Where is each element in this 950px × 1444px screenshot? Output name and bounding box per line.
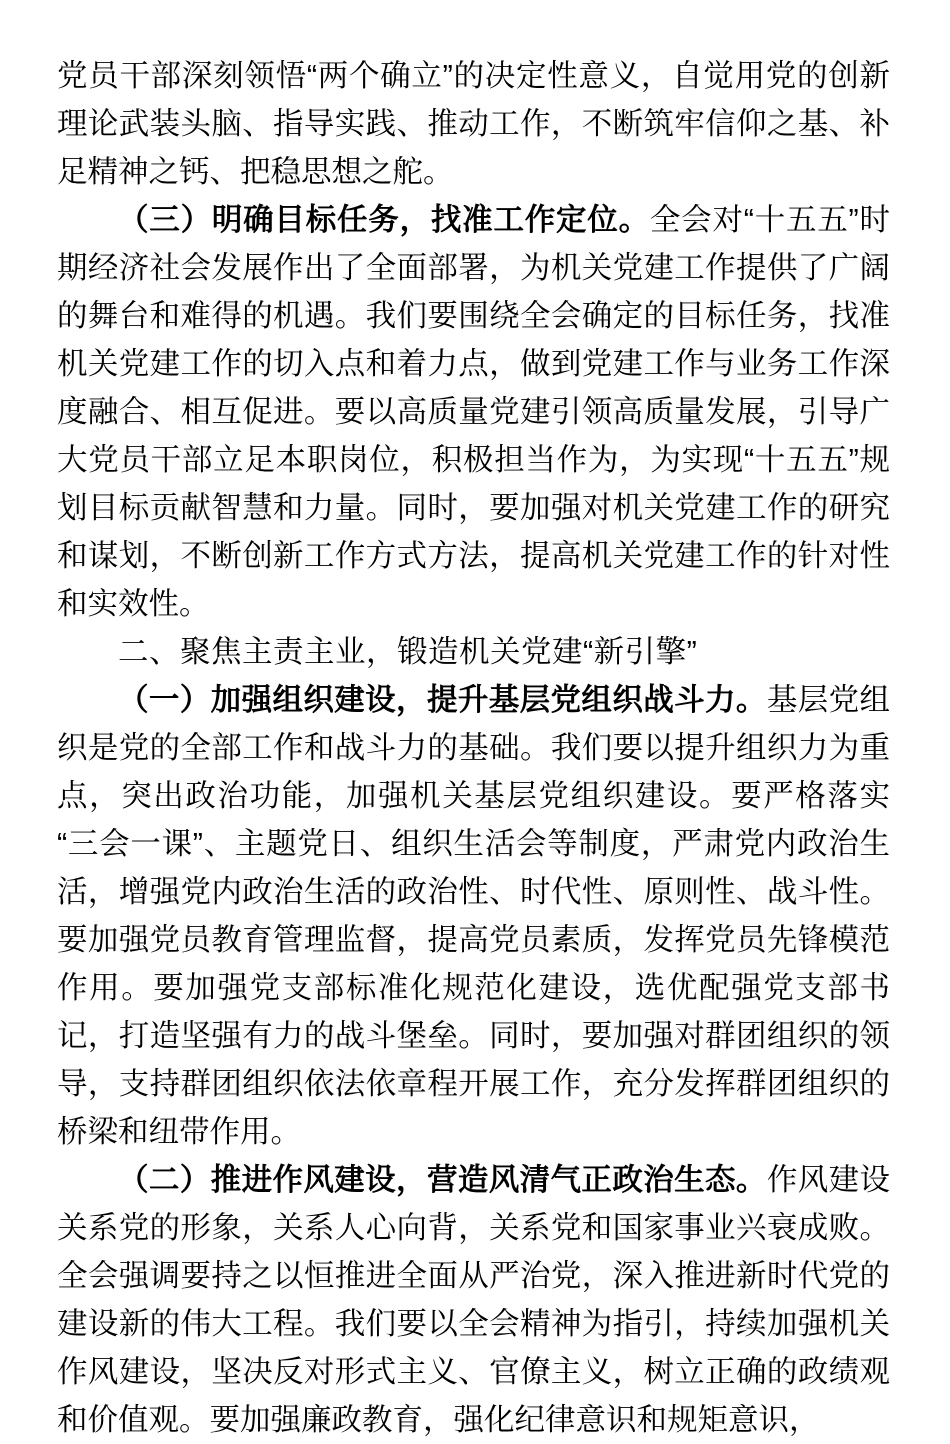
paragraph-text: 基层党组织是党的全部工作和战斗力的基础。我们要以提升组织力为重点，突出政治功能，加强机关基层党组织建设。要严格落实“三会一课”、主题党日、组织生活会等制度，严肃党内政治生活，增强党内政治生活的政治性、时代性、原则性、战斗性。要加强党员教育管理监督，提高党员素质，发挥党员先锋模范作用。要加强党支部标准化规范化建设，选优配强党支部书记，打造坚强有力的战斗堡垒。同时，要加强对群团组织的领导，支持群团组织依法依章程开展工作，充分发挥群团组织的桥梁和纽带作用。 [57,683,890,1149]
paragraph-lead-in-bold: （二）推进作风建设，营造风清气正政治生态。 [118,1163,767,1197]
section-heading-text: 二、聚焦主责主业，锻造机关党建“新引擎” [118,635,698,669]
document-body [57,52,890,1444]
paragraph-text: 党员干部深刻领悟“两个确立”的决定性意义，自觉用党的创新理论武装头脑、指导实践、推动工作，不断筑牢信仰之基、补足精神之钙、把稳思想之舵。 [57,59,890,189]
paragraph-text: 作风建设关系党的形象，关系人心向背，关系党和国家事业兴衰成败。全会强调要持之以恒推进全面从严治党，深入推进新时代党的建设新的伟大工程。我们要以全会精神为指引，持续加强机关作风建设，坚决反对形式主义、官僚主义，树立正确的政绩观和价值观。要加强廉政教育，强化纪律意识和规矩意识， [57,1163,890,1437]
paragraph-lead-in-bold: （三）明确目标任务，找准工作定位。 [118,203,650,237]
paragraph-text: 全会对“十五五”时期经济社会发展作出了全面部署，为机关党建工作提供了广阔的舞台和难得的机遇。我们要围绕全会确定的目标任务，找准机关党建工作的切入点和着力点，做到党建工作与业务工作深度融合、相互促进。要以高质量党建引领高质量发展，引导广大党员干部立足本职岗位，积极担当作为，为实现“十五五”规划目标贡献智慧和力量。同时，要加强对机关党建工作的研究和谋划，不断创新工作方式方法，提高机关党建工作的针对性和实效性。 [57,203,890,621]
section-heading-two [57,628,890,676]
paragraph-subsection-one [57,676,890,1156]
paragraph-subsection-two [57,1156,890,1444]
paragraph-lead-in-bold: （一）加强组织建设，提升基层党组织战斗力。 [118,683,767,717]
paragraph-section-three [57,196,890,628]
paragraph-continued [57,52,890,196]
